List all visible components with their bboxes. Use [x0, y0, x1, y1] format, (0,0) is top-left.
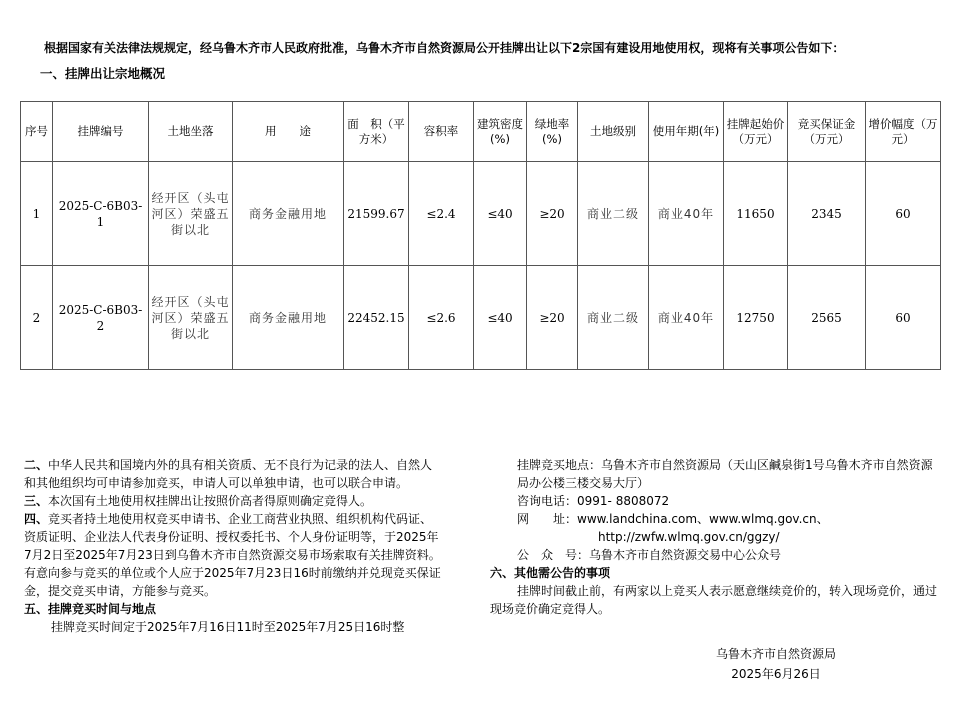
section6-text: 挂牌时间截止前，有两家以上竞买人表示愿意继续竞价的，转入现场竞价，通过现场竞价确定竞得人。 — [490, 584, 938, 616]
signature-block — [716, 644, 836, 684]
table-cell: 2565 — [788, 266, 866, 370]
table-cell: ≤40 — [474, 266, 527, 370]
wechat-label: 公 众 号： — [517, 548, 590, 562]
table-cell: 1 — [21, 162, 53, 266]
table-row — [21, 266, 941, 370]
table-cell: 商业二级 — [578, 162, 649, 266]
header-cell: 增价幅度（万元） — [866, 102, 941, 162]
header-cell: 用 途 — [233, 102, 344, 162]
table-cell: 商务金融用地 — [233, 266, 344, 370]
table-cell: 商业二级 — [578, 266, 649, 370]
header-cell: 绿地率(%) — [527, 102, 578, 162]
table-cell: 2 — [21, 266, 53, 370]
table-cell: 经开区（头屯河区）荣盛五街以北 — [149, 266, 233, 370]
section1-title: 一、挂牌出让宗地概况 — [40, 66, 166, 81]
table-cell: 21599.67 — [344, 162, 409, 266]
website-link-2[interactable]: http://zwfw.wlmq.gov.cn/ggzy/ — [598, 530, 780, 544]
website-link-1[interactable]: www.landchina.com、www.wlmq.gov.cn、 — [577, 512, 829, 526]
table-row — [21, 162, 941, 266]
section2-label: 二、 — [24, 458, 49, 472]
header-cell: 土地级别 — [578, 102, 649, 162]
section3-label: 三、 — [24, 494, 49, 508]
bid-location-text: 乌鲁木齐市自然资源局（天山区鹹泉街1号乌鲁木齐市自然资源局办公楼三楼交易大厅） — [517, 458, 933, 490]
wechat-line — [490, 546, 940, 564]
section2-text: 中华人民共和国境内外的具有相关资质、无不良行为记录的法人、自然人和其他组织均可申请参加竞买，申请人可以单独申请，也可以联合申请。 — [24, 458, 433, 490]
bid-location — [490, 456, 940, 492]
section2 — [24, 456, 444, 492]
table-cell: 商业40年 — [649, 162, 724, 266]
section3 — [24, 492, 444, 510]
section5-text: 挂牌竞买时间定于2025年7月16日11时至2025年7月25日16时整 — [51, 620, 405, 634]
section6-title: 六、其他需公告的事项 — [490, 566, 611, 580]
header-cell: 面 积（平方米） — [344, 102, 409, 162]
wechat-text: 乌鲁木齐市自然资源交易中心公众号 — [589, 548, 782, 562]
website-line — [490, 510, 940, 528]
table-cell: 经开区（头屯河区）荣盛五街以北 — [149, 162, 233, 266]
website-label: 网 址： — [517, 512, 578, 526]
header-cell: 使用年期(年) — [649, 102, 724, 162]
table-cell: 商业40年 — [649, 266, 724, 370]
table-cell: 商务金融用地 — [233, 162, 344, 266]
header-cell: 建筑密度(%) — [474, 102, 527, 162]
left-column — [24, 456, 444, 636]
table-cell: ≥20 — [527, 162, 578, 266]
right-column — [490, 456, 940, 618]
header-cell: 挂牌起始价（万元） — [724, 102, 788, 162]
section3-text: 本次国有土地使用权挂牌出让按照价高者得原则确定竞得人。 — [48, 494, 373, 508]
signing-date: 2025年6月26日 — [731, 667, 821, 681]
section5-title: 五、挂牌竞买时间与地点 — [24, 602, 157, 616]
table-cell: ≤2.4 — [409, 162, 474, 266]
table-cell: 60 — [866, 162, 941, 266]
header-cell: 挂牌编号 — [53, 102, 149, 162]
website-line-2 — [490, 528, 940, 546]
table-cell: 60 — [866, 266, 941, 370]
signing-org: 乌鲁木齐市自然资源局 — [716, 647, 837, 661]
table-cell: ≥20 — [527, 266, 578, 370]
table-header-row — [21, 102, 941, 162]
section4 — [24, 510, 444, 600]
phone-line — [490, 492, 940, 510]
table-cell: 22452.15 — [344, 266, 409, 370]
table-cell: ≤40 — [474, 162, 527, 266]
table-cell: 12750 — [724, 266, 788, 370]
table-cell: 2025-C-6B03-1 — [53, 162, 149, 266]
bid-location-label: 挂牌竞买地点： — [517, 458, 602, 472]
table-cell: 2345 — [788, 162, 866, 266]
table-cell: ≤2.6 — [409, 266, 474, 370]
intro-paragraph: 根据国家有关法律法规规定，经乌鲁木齐市人民政府批准，乌鲁木齐市自然资源局公开挂牌出让以下2宗国有建设用地使用权，现将有关事项公告如下： — [44, 41, 845, 55]
section4-text: 竞买者持土地使用权竞买申请书、企业工商营业执照、组织机构代码证、资质证明、企业法人代表身份证明、授权委托书、个人身份证明等，于2025年7月2日至2025年7月23日到乌鲁木齐市自然资源交易市场索取有关挂牌资料。有意向参与竞买的单位或个人应于2025年7月23日16时前缴纳并兑现竞买保证金，提交竞买申请，方能参与竞买。 — [24, 512, 441, 598]
phone-label: 咨询电话： — [517, 494, 578, 508]
land-table — [20, 101, 941, 370]
header-cell: 容积率 — [409, 102, 474, 162]
table-cell: 2025-C-6B03-2 — [53, 266, 149, 370]
header-cell: 竞买保证金（万元） — [788, 102, 866, 162]
section4-label: 四、 — [24, 512, 49, 526]
phone-number: 0991- 8808072 — [577, 494, 670, 508]
table-cell: 11650 — [724, 162, 788, 266]
header-cell: 土地坐落 — [149, 102, 233, 162]
header-cell: 序号 — [21, 102, 53, 162]
